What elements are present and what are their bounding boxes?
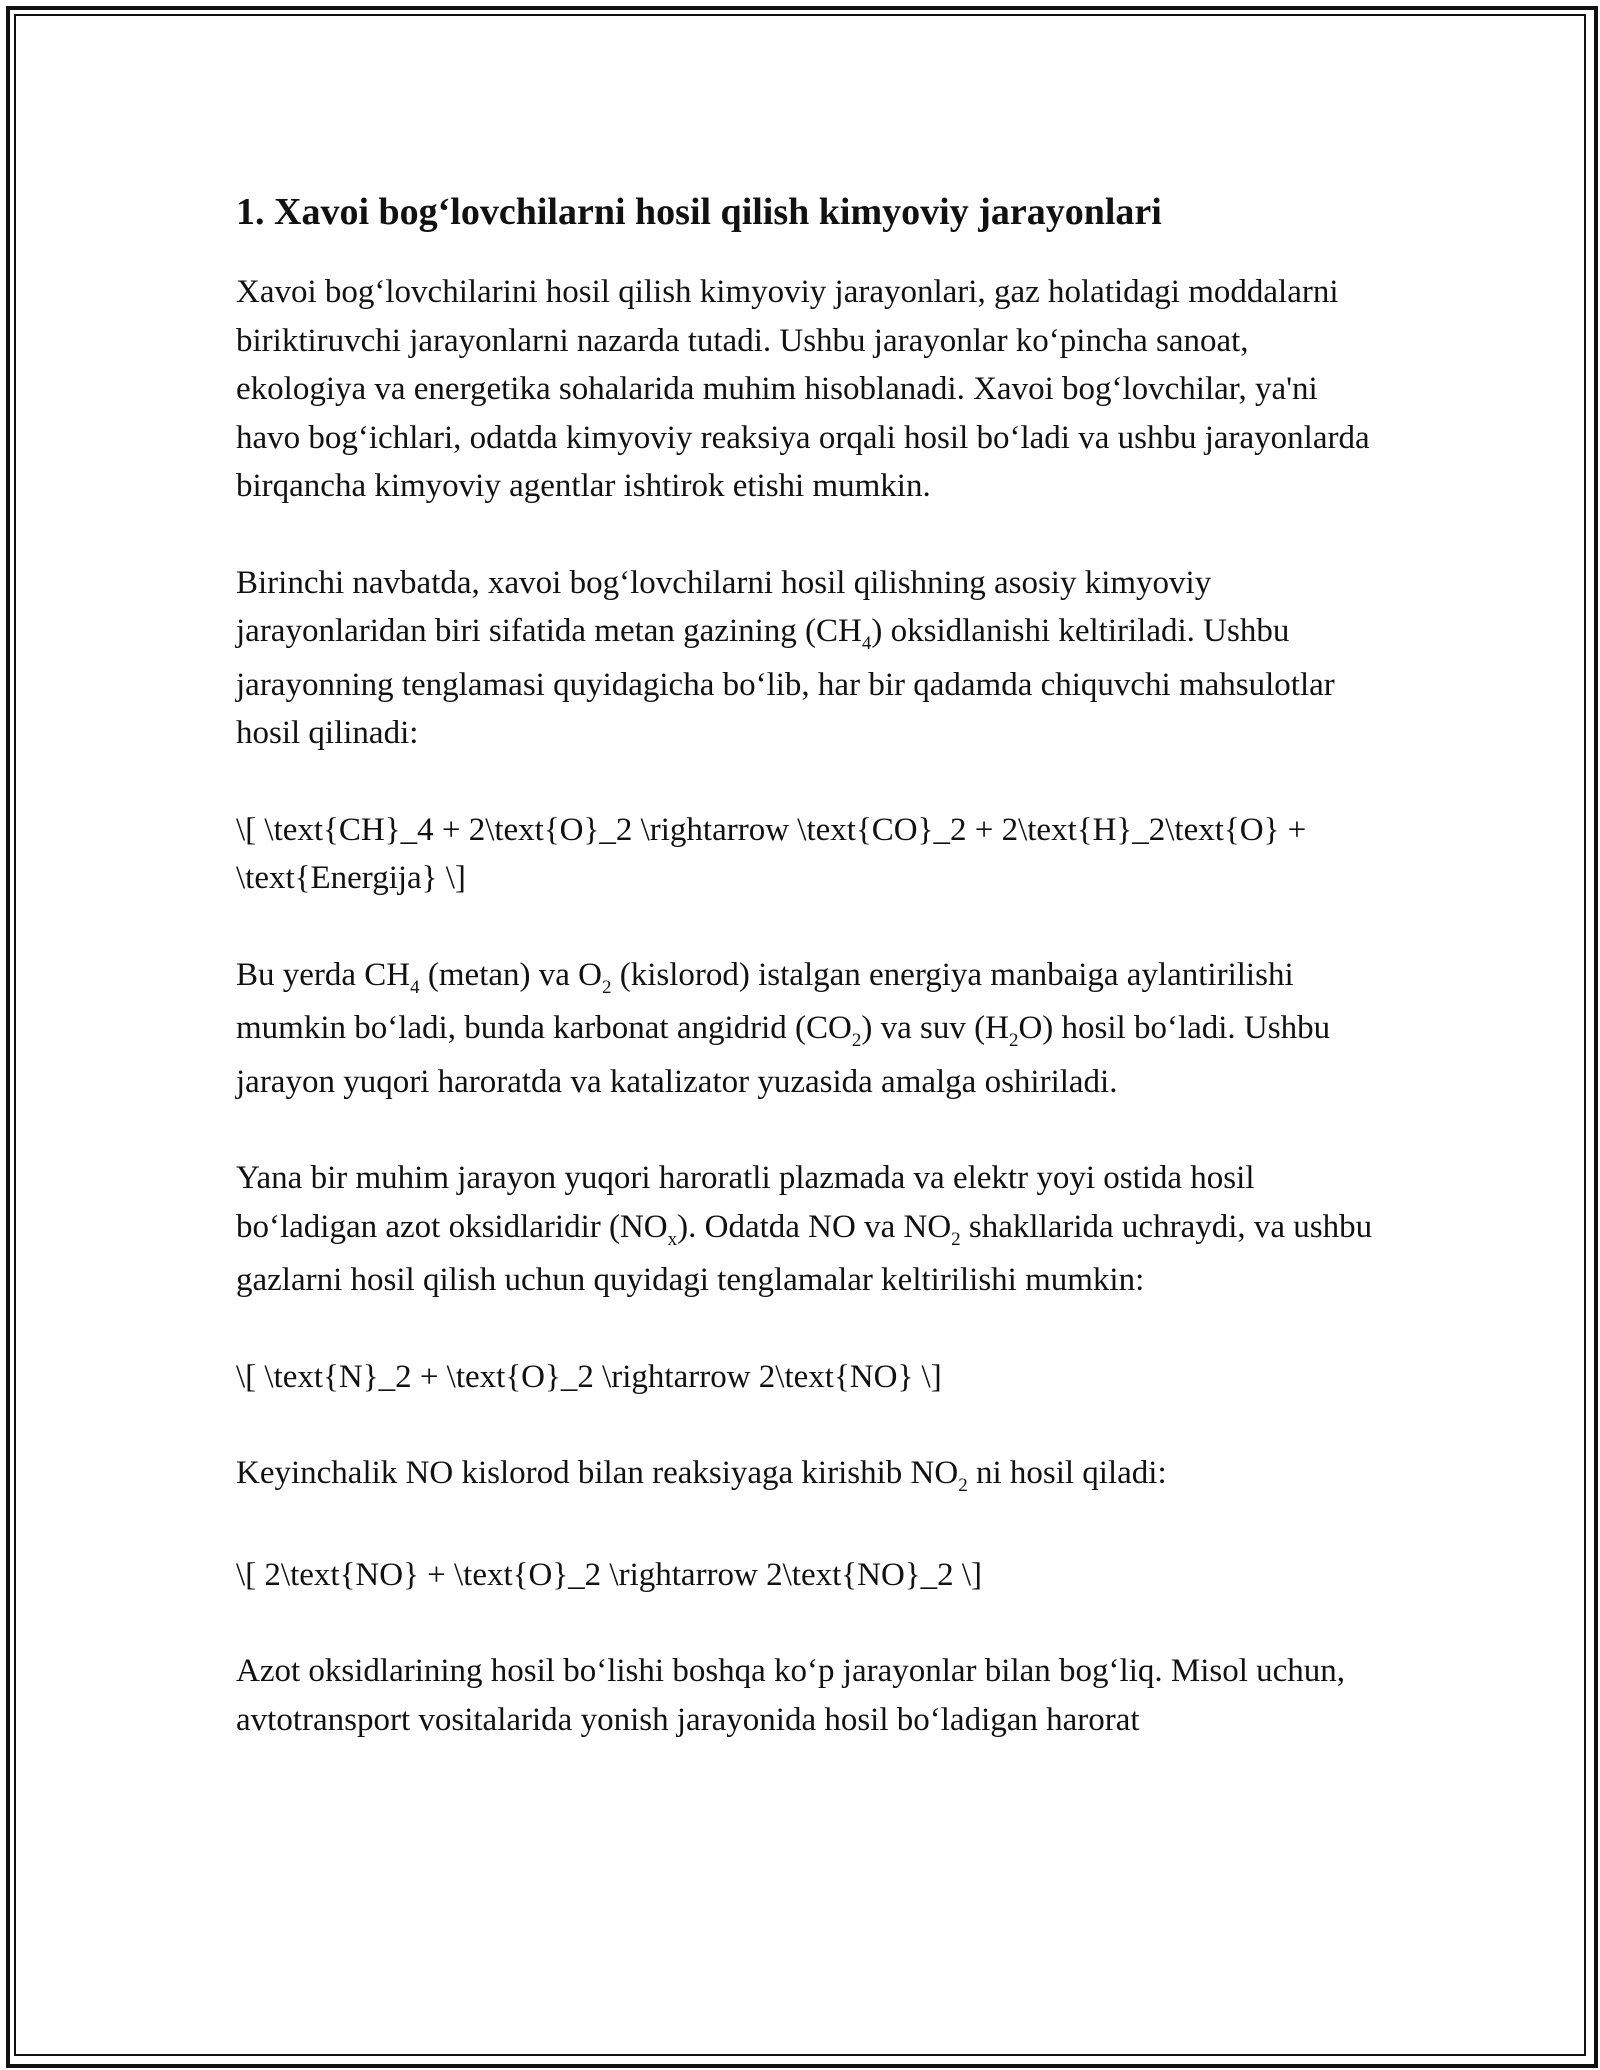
subscript: 2 <box>1008 1030 1019 1051</box>
equation-no2-formation: \[ 2\text{NO} + \text{O}_2 \rightarrow 2\text{NO}_2 \] <box>236 1556 983 1593</box>
text-run: Bu yerda CH <box>236 956 411 993</box>
paragraph-methane-explanation <box>236 951 1376 1107</box>
paragraph-nitrogen-oxides <box>236 1154 1376 1305</box>
text-run: (metan) va O <box>419 956 602 993</box>
equation-methane-oxidation: \[ \text{CH}_4 + 2\text{O}_2 \rightarrow \text{CO}_2 + 2\text{H}_2\text{O} + \text{Energija} \] <box>236 811 1307 896</box>
paragraph-methane <box>236 559 1376 758</box>
text-run: Yana bir muhim jarayon yuqori haroratli plazmada va elektr yoyi ostida hosil bo‘ladigan azot oksidlaridir (NO <box>236 1160 1255 1245</box>
subscript: x <box>667 1228 678 1250</box>
subscript: 2 <box>851 1030 862 1051</box>
text-run: shakllarida uchraydi, va ushbu gazlarni hosil qilish uchun quyidagi tenglamalar keltirilishi mumkin: <box>236 1208 1373 1298</box>
text-run: (kislorod) istalgan energiya manbaiga aylantirilishi mumkin bo‘ladi, bunda karbonat angidrid (CO <box>236 956 1294 1046</box>
text-run: ) va suv (H <box>861 1010 1009 1046</box>
equation-nitrogen-oxidation: \[ \text{N}_2 + \text{O}_2 \rightarrow 2\text{NO} \] <box>236 1358 942 1395</box>
subscript: 4 <box>410 976 420 998</box>
text-run: Keyinchalik NO kislorod bilan reaksiyaga kirishib NO <box>236 1455 959 1491</box>
section-heading: 1. Xavoi bog‘lovchilarni hosil qilish kimyoviy jarayonlari <box>236 191 1162 233</box>
text-run: O) hosil bo‘ladi. Ushbu jarayon yuqori haroratda va katalizator yuzasida amalga oshiriladi. <box>236 1010 1331 1100</box>
text-run: Birinchi navbatda, xavoi bog‘lovchilarni hosil qilishning asosiy kimyoviy jarayonlaridan biri sifatida metan gazining (CH <box>236 564 1212 649</box>
paragraph-no-reaction <box>236 1449 1376 1503</box>
document-body <box>236 182 1376 1792</box>
subscript: 2 <box>601 976 612 998</box>
text-run: ) oksidlanishi keltiriladi. Ushbu jarayonning tenglamasi quyidagicha bo‘lib, har bir qadamda chiquvchi mahsulotlar hosil qilinadi: <box>236 613 1335 751</box>
subscript: 2 <box>951 1228 961 1250</box>
paragraph-intro: Xavoi bog‘lovchilarini hosil qilish kimyoviy jarayonlari, gaz holatidagi moddalarni biriktiruvchi jarayonlarni nazarda tutadi. Ushbu jarayonlar ko‘pincha sanoat, ekologiya va energetika sohalarida muhim hisoblanadi. Xavoi bog‘lovchilar, ya'ni havo bog‘ichlari, odatda kimyoviy reaksiya orqali hosil bo‘ladi va ushbu jarayonlarda birqancha kimyoviy agentlar ishtirok etishi mumkin. <box>236 274 1370 504</box>
subscript: 4 <box>861 633 872 654</box>
text-run: ni hosil qiladi: <box>967 1455 1167 1491</box>
subscript: 2 <box>958 1475 968 1496</box>
paragraph-vehicle-combustion: Azot oksidlarining hosil bo‘lishi boshqa ko‘p jarayonlar bilan bog‘liq. Misol uchun, avtotransport vositalarida yonish jarayonida hosil bo‘ladigan harorat <box>236 1653 1346 1738</box>
text-run: ). Odatda NO va NO <box>677 1208 952 1245</box>
